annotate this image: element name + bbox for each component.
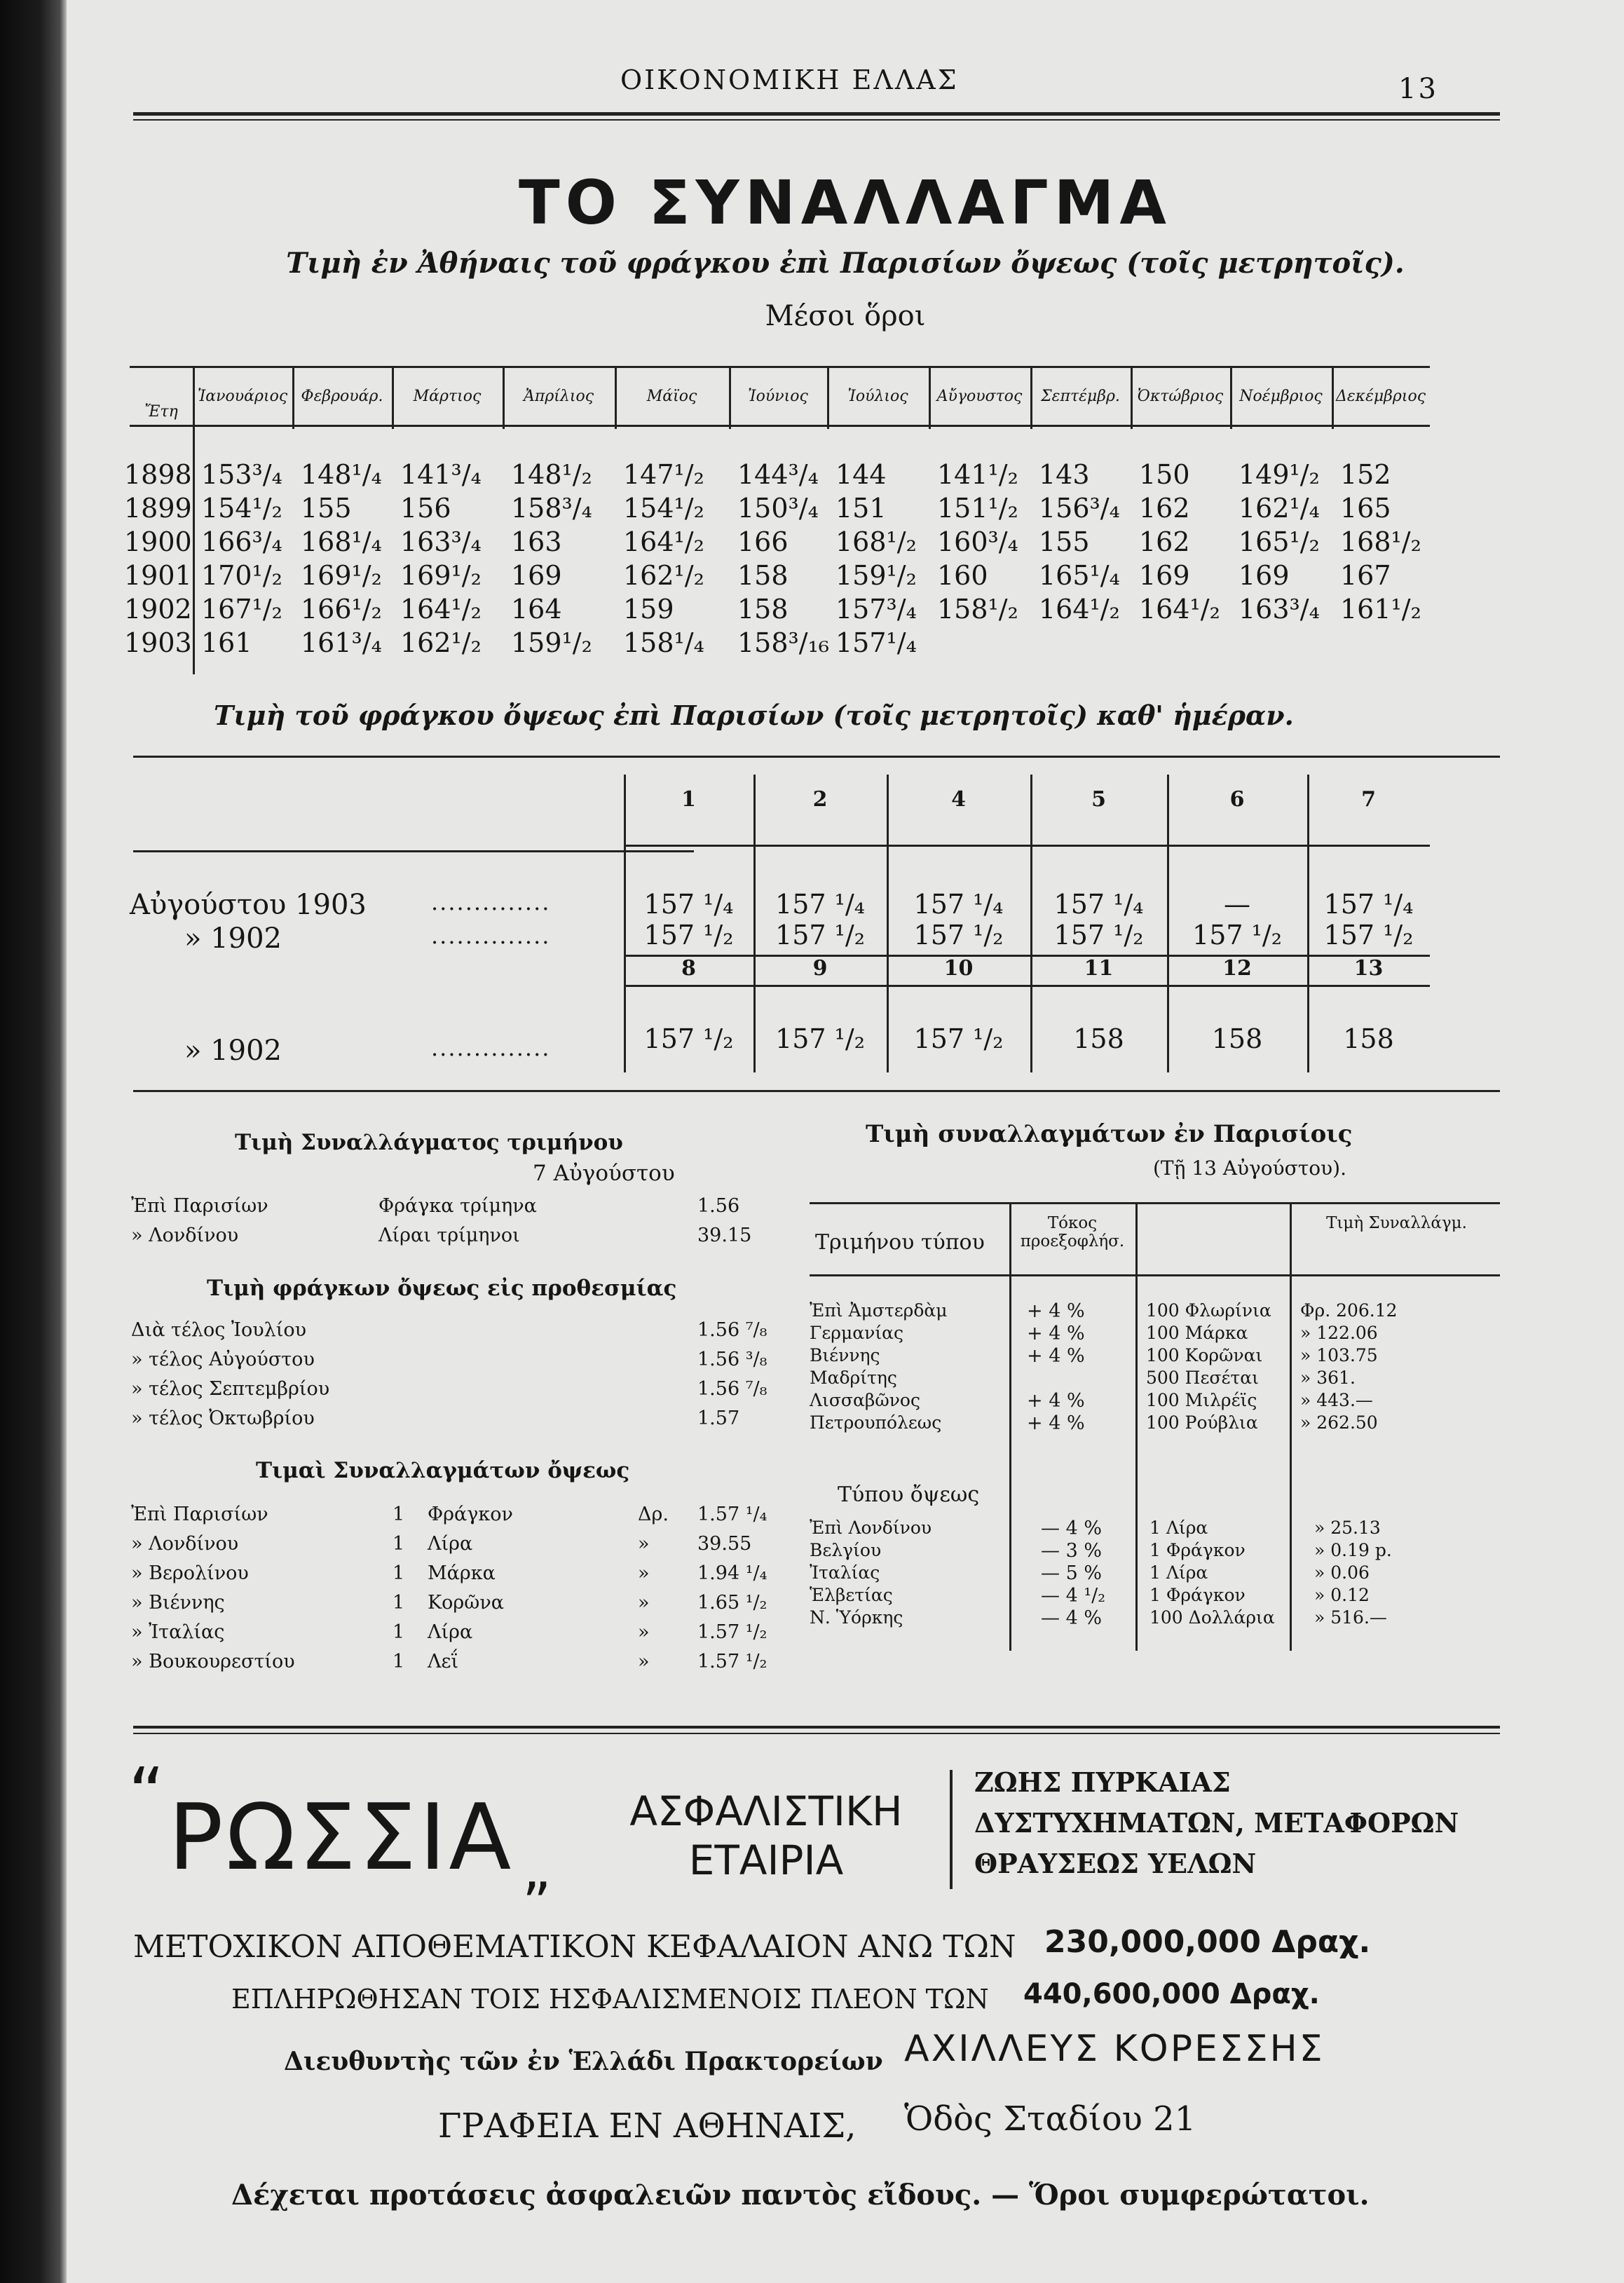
monthly-value: 160³/₄ [937, 526, 1018, 557]
monthly-value: 163³/₄ [400, 526, 482, 557]
paris-rate: + 4 % [1027, 1345, 1085, 1367]
article-title: ΤΟ ΣΥΝΑΛΛΑΓΜΑ [519, 168, 1172, 238]
list-label: » τέλος Ὀκτωβρίου [131, 1408, 315, 1429]
paris-place: Πετρουπόλεως [810, 1412, 942, 1433]
list-unit: Κορῶνα [428, 1592, 504, 1614]
list-value: 1.65 ¹/₂ [697, 1592, 767, 1614]
list-label: » Λονδίνου [131, 1533, 239, 1555]
monthly-value: 154¹/₂ [623, 493, 704, 524]
list-desc: Φράγκα τρίμηνα [378, 1195, 537, 1217]
list-value: 1.56 ³/₈ [697, 1349, 767, 1370]
coverage-line: ΘΡΑΥΣΕΩΣ ΥΕΛΩΝ [974, 1848, 1257, 1879]
monthly-value: 163³/₄ [1239, 594, 1320, 625]
monthly-value: 141³/₄ [400, 459, 482, 490]
paris-unit: 100 Ρούβλια [1146, 1412, 1258, 1433]
monthly-header-cell: Σεπτέμβρ. [1041, 388, 1120, 405]
paid-text: ΕΠΛΗΡΩΘΗΣΑΝ ΤΟΙΣ ΗΣΦΑΛΙΣΜΕΝΟΙΣ ΠΛΕΟΝ ΤΩΝ [231, 1984, 989, 2015]
monthly-header-cell: Ἀπρίλιος [523, 388, 594, 405]
paris-col-divider [1290, 1202, 1292, 1651]
list-unit: Λίρα [428, 1533, 473, 1555]
monthly-value: 141¹/₂ [937, 459, 1018, 490]
monthly-value: 165 [1340, 493, 1391, 524]
coverage-line: ΔΥΣΤΥΧΗΜΑΤΩΝ, ΜΕΤΑΦΟΡΩΝ [974, 1807, 1459, 1839]
year-cell: 1899 [124, 493, 192, 524]
monthly-value: 158 [737, 594, 789, 625]
paris-rate: — 4 % [1041, 1607, 1102, 1629]
list-qty: 1 [393, 1533, 405, 1555]
monthly-value: 169 [1139, 560, 1190, 591]
paris-unit: 1 Φράγκον [1149, 1540, 1246, 1560]
book-spine [0, 0, 67, 2283]
day-header: 9 [812, 956, 828, 981]
daily-value: 158 [1343, 1023, 1394, 1054]
daily-value: 157 ¹/₂ [775, 920, 865, 950]
monthly-value: 158 [737, 560, 789, 591]
daily-value: 157 ¹/₂ [913, 920, 1004, 950]
brand-name: ΡΩΣΣΙΑ [168, 1784, 514, 1890]
paris-unit: 100 Μιλρέϊς [1146, 1390, 1257, 1410]
daily-title: Τιμὴ τοῦ φράγκου ὄψεως ἐπὶ Παρισίων (τοῖς μετρητοῖς) καθ' ἡμέραν. [214, 700, 1294, 731]
list-qty: 1 [393, 1651, 405, 1672]
list-cur: » [638, 1533, 650, 1555]
monthly-value: 158³/₄ [511, 493, 592, 524]
monthly-value: 162 [1139, 526, 1190, 557]
monthly-value: 149¹/₂ [1239, 459, 1320, 490]
monthly-value: 150 [1139, 459, 1190, 490]
daily-mid-rule [133, 850, 694, 852]
page-number: 13 [1398, 73, 1438, 105]
list-value: 39.55 [697, 1533, 752, 1555]
paris-rate: — 5 % [1041, 1562, 1102, 1584]
monthly-col-divider [193, 366, 195, 674]
paris-rate: — 4 ¹/₂ [1041, 1585, 1106, 1607]
monthly-value: 166 [737, 526, 789, 557]
monthly-value: 162 [1139, 493, 1190, 524]
monthly-value: 167¹/₂ [201, 594, 282, 625]
paris-price: » 0.12 [1314, 1585, 1370, 1605]
daily-value: 157 ¹/₂ [643, 920, 734, 950]
monthly-value: 151¹/₂ [937, 493, 1018, 524]
list-desc: Λίραι τρίμηνοι [378, 1225, 520, 1246]
monthly-value: 164 [511, 594, 562, 625]
monthly-value: 159 [623, 594, 674, 625]
list-value: 1.57 ¹/₂ [697, 1621, 767, 1643]
list-unit: Μάρκα [428, 1562, 496, 1584]
year-cell: 1903 [124, 627, 192, 658]
monthly-header-cell: Ἰανουάριος [197, 388, 288, 405]
monthly-value: 168¹/₂ [835, 526, 917, 557]
list-unit: Λεΐ [428, 1651, 459, 1672]
monthly-value: 166³/₄ [201, 526, 282, 557]
open-quote: “ [128, 1752, 165, 1834]
list-label: » Βουκουρεστίου [131, 1651, 295, 1672]
daily-value: 157 ¹/₂ [1323, 920, 1414, 950]
year-cell: 1901 [124, 560, 192, 591]
daily-value: 157 ¹/₂ [1192, 920, 1282, 950]
forward-title: Τιμὴ φράγκων ὄψεως εἰς προθεσμίας [207, 1276, 677, 1301]
ad-rule [133, 1726, 1500, 1729]
paris-place: Μαδρίτης [810, 1368, 897, 1388]
paris-col-type: Τριμήνου τύπου [815, 1230, 985, 1255]
paris-price: » 262.50 [1300, 1412, 1378, 1433]
list-cur: Δρ. [638, 1504, 669, 1525]
paris-place: Βελγίου [810, 1540, 882, 1560]
monthly-value: 169¹/₂ [400, 560, 482, 591]
list-label: Ἐπὶ Παρισίων [131, 1195, 268, 1217]
paris-price: » 0.19 p. [1314, 1540, 1392, 1560]
three-month-date: 7 Αὐγούστου [533, 1161, 675, 1186]
monthly-header-cell: Φεβρουάρ. [301, 388, 383, 405]
monthly-value: 158³/₁₆ [737, 627, 830, 658]
offices-street: Ὁδὸς Σταδίου 21 [904, 2099, 1196, 2139]
daily-value: 157 ¹/₂ [913, 1023, 1004, 1054]
monthly-value: 153³/₄ [201, 459, 282, 490]
company-line1: ΑΣΦΑΛΙΣΤΙΚΗ [629, 1787, 903, 1835]
daily-value: — [1224, 889, 1250, 920]
monthly-value: 161 [201, 627, 252, 658]
paris-unit: 100 Φλωρίνια [1146, 1300, 1271, 1321]
paris-rate: — 4 % [1041, 1518, 1102, 1539]
day-header: 1 [681, 787, 696, 812]
monthly-value: 162¹/₂ [400, 627, 482, 658]
monthly-value: 162¹/₄ [1239, 493, 1320, 524]
paris-place: Ν. Ὑόρκης [810, 1607, 903, 1628]
monthly-top-rule [130, 366, 1430, 368]
monthly-value: 166¹/₂ [301, 594, 382, 625]
daily-row-rule [624, 985, 1430, 987]
paris-unit: 1 Φράγκον [1149, 1585, 1246, 1605]
day-header: 6 [1229, 787, 1245, 812]
daily-value: 157 ¹/₂ [643, 1023, 734, 1054]
day-header: 11 [1084, 956, 1114, 981]
monthly-value: 144 [835, 459, 887, 490]
daily-value: 157 ¹/₄ [1053, 889, 1144, 920]
monthly-value: 147¹/₂ [623, 459, 704, 490]
paris-header-rule [810, 1274, 1500, 1276]
year-cell: 1902 [124, 594, 192, 625]
monthly-value: 169 [511, 560, 562, 591]
monthly-value: 160 [937, 560, 988, 591]
daily-value: 158 [1211, 1023, 1263, 1054]
sight-title: Τιμαὶ Συναλλαγμάτων ὄψεως [256, 1458, 630, 1483]
day-header: 7 [1361, 787, 1376, 812]
paris-col-price: Τιμὴ Συναλλάγμ. [1326, 1214, 1467, 1232]
monthly-header-cell: Μάρτιος [413, 388, 482, 405]
monthly-header-cell: Νοέμβριος [1239, 388, 1323, 405]
capital-amount: 230,000,000 Δραχ. [1044, 1924, 1371, 1960]
close-quote: „ [522, 1836, 552, 1902]
monthly-header-cell: Ἔτη [144, 403, 178, 421]
list-unit: Λίρα [428, 1621, 473, 1643]
monthly-value: 161³/₄ [301, 627, 382, 658]
monthly-value: 163 [511, 526, 562, 557]
list-value: 1.56 ⁷/₈ [697, 1319, 767, 1341]
monthly-value: 165¹/₄ [1039, 560, 1120, 591]
day-header: 8 [681, 956, 696, 981]
monthly-value: 168¹/₄ [301, 526, 382, 557]
list-value: 1.56 ⁷/₈ [697, 1378, 767, 1400]
list-label: Διὰ τέλος Ἰουλίου [131, 1319, 307, 1341]
monthly-value: 170¹/₂ [201, 560, 282, 591]
monthly-value: 148¹/₄ [301, 459, 382, 490]
list-cur: » [638, 1651, 650, 1672]
list-label: » τέλος Αὐγούστου [131, 1349, 315, 1370]
capital-text: ΜΕΤΟΧΙΚΟΝ ΑΠΟΘΕΜΑΤΙΚΟΝ ΚΕΦΑΛΑΙΟΝ ΑΝΩ ΤΩΝ [133, 1929, 1016, 1965]
monthly-value: 159¹/₂ [511, 627, 592, 658]
monthly-value: 144³/₄ [737, 459, 819, 490]
paris-unit: 500 Πεσέται [1146, 1368, 1259, 1388]
paris-rate: + 4 % [1027, 1412, 1085, 1434]
day-header: 2 [812, 787, 828, 812]
paris-date: (Τῇ 13 Αὐγούστου). [1153, 1157, 1346, 1180]
monthly-value: 150³/₄ [737, 493, 819, 524]
footer-line: Δέχεται προτάσεις ἀσφαλειῶν παντὸς εἴδους. — Ὅροι συμφερώτατοι. [231, 2179, 1370, 2212]
daily-top-rule [133, 756, 1500, 758]
day-header: 13 [1353, 956, 1384, 981]
list-label: » Λονδίνου [131, 1225, 239, 1246]
director-text: Διευθυντὴς τῶν ἐν Ἑλλάδι Πρακτορείων [284, 2047, 883, 2076]
paris-col-rate: Τόκος προεξοφλήσ. [1020, 1214, 1125, 1250]
daily-value: 157 ¹/₂ [775, 1023, 865, 1054]
daily-value: 157 ¹/₄ [1323, 889, 1414, 920]
coverage-line: ΖΩΗΣ ΠΥΡΚΑΙΑΣ [974, 1766, 1231, 1798]
page [67, 0, 1624, 2283]
monthly-value: 165¹/₂ [1239, 526, 1320, 557]
monthly-value: 161¹/₂ [1340, 594, 1421, 625]
day-header: 10 [943, 956, 974, 981]
daily-bottom-rule [133, 1090, 1500, 1092]
list-cur: » [638, 1592, 650, 1614]
list-cur: » [638, 1562, 650, 1584]
daily-value: 157 ¹/₂ [1053, 920, 1144, 950]
daily-value: 158 [1073, 1023, 1124, 1054]
paris-place: Λισσαβῶνος [810, 1390, 920, 1410]
monthly-value: 169 [1239, 560, 1290, 591]
paris-place: Γερμανίας [810, 1323, 904, 1343]
year-cell: 1900 [124, 526, 192, 557]
monthly-value: 164¹/₂ [400, 594, 482, 625]
paris-rate: + 4 % [1027, 1390, 1085, 1412]
list-unit: Φράγκον [428, 1504, 513, 1525]
monthly-value: 152 [1340, 459, 1391, 490]
daily-value: 157 ¹/₄ [775, 889, 865, 920]
paris-col-divider [1009, 1202, 1011, 1651]
monthly-value: 151 [835, 493, 887, 524]
monthly-header-cell: Ἰούνιος [748, 388, 808, 405]
monthly-value: 157³/₄ [835, 594, 917, 625]
paris-unit: 100 Δολλάρια [1149, 1607, 1275, 1628]
monthly-value: 158¹/₂ [937, 594, 1018, 625]
paris-unit: 1 Λίρα [1149, 1518, 1208, 1538]
row-label: » 1902 [184, 922, 282, 955]
running-title: ΟΙΚΟΝΟΜΙΚΗ ΕΛΛΑΣ [620, 64, 959, 95]
row-label: Αὐγούστου 1903 [130, 889, 367, 921]
three-month-title: Τιμὴ Συναλλάγματος τριμήνου [235, 1130, 623, 1155]
list-label: » Ἰταλίας [131, 1621, 225, 1643]
monthly-value: 143 [1039, 459, 1090, 490]
offices-text: ΓΡΑΦΕΙΑ ΕΝ ΑΘΗΝΑΙΣ, [438, 2106, 857, 2146]
dot-leader: .............. [431, 1035, 551, 1061]
list-value: 1.57 [697, 1408, 740, 1429]
header-rule [133, 112, 1500, 116]
monthly-value: 148¹/₂ [511, 459, 592, 490]
list-qty: 1 [393, 1504, 405, 1525]
monthly-header-cell: Ὀκτώβριος [1137, 388, 1224, 405]
director-name: ΑΧΙΛΛΕΥΣ ΚΟΡΕΣΣΗΣ [904, 2028, 1325, 2070]
monthly-value: 167 [1340, 560, 1391, 591]
list-label: Ἐπὶ Παρισίων [131, 1504, 268, 1525]
day-header: 4 [951, 787, 966, 812]
list-label: » Βιέννης [131, 1592, 225, 1614]
monthly-value: 157¹/₄ [835, 627, 917, 658]
year-cell: 1898 [124, 459, 192, 490]
paid-amount: 440,600,000 Δραχ. [1023, 1978, 1320, 2010]
ad-rule-thin [133, 1733, 1500, 1734]
monthly-header-cell: Αὔγουστος [936, 388, 1023, 405]
list-value: 39.15 [697, 1225, 752, 1246]
paris-unit: 1 Λίρα [1149, 1562, 1208, 1583]
paris-col-divider [1135, 1202, 1138, 1651]
paris-place: Ἰταλίας [810, 1562, 880, 1583]
paris-place: Βιέννης [810, 1345, 880, 1365]
monthly-value: 169¹/₂ [301, 560, 382, 591]
daily-value: 157 ¹/₄ [913, 889, 1004, 920]
monthly-header-rule [130, 425, 1430, 427]
daily-row-rule [624, 845, 1430, 847]
paris-rate: + 4 % [1027, 1323, 1085, 1344]
monthly-value: 162¹/₂ [623, 560, 704, 591]
paris-price: » 443.— [1300, 1390, 1373, 1410]
monthly-header-cell: Ἰούλιος [847, 388, 908, 405]
paris-price: » 122.06 [1300, 1323, 1378, 1343]
monthly-value: 156³/₄ [1039, 493, 1120, 524]
day-header: 5 [1091, 787, 1106, 812]
average-note: Μέσοι ὅροι [765, 300, 926, 332]
monthly-header-cell: Μάϊος [646, 388, 697, 405]
list-value: 1.94 ¹/₄ [697, 1562, 767, 1584]
paris-rate: + 4 % [1027, 1300, 1085, 1322]
company-line2: ΕΤΑΙΡΙΑ [688, 1836, 844, 1884]
paris-price: » 516.— [1314, 1607, 1387, 1628]
paris-price: » 0.06 [1314, 1562, 1370, 1583]
monthly-value: 164¹/₂ [623, 526, 704, 557]
monthly-value: 155 [301, 493, 352, 524]
ad-divider [950, 1770, 953, 1889]
paris-top-rule [810, 1202, 1500, 1204]
list-qty: 1 [393, 1562, 405, 1584]
article-subtitle: Τιμὴ ἐν Ἀθήναις τοῦ φράγκου ἐπὶ Παρισίων ὄψεως (τοῖς μετρητοῖς). [286, 247, 1405, 280]
dot-leader: .............. [431, 922, 551, 949]
list-label: » Βερολίνου [131, 1562, 249, 1584]
paris-place: Ἐπὶ Ἀμστερδὰμ [810, 1300, 948, 1321]
monthly-value: 158¹/₄ [623, 627, 704, 658]
paris-unit: 100 Μάρκα [1146, 1323, 1248, 1343]
row-label: » 1902 [184, 1035, 282, 1067]
paris-rate: — 3 % [1041, 1540, 1102, 1562]
paris-unit: 100 Κορῶναι [1146, 1345, 1263, 1365]
header-rule-thin [133, 119, 1500, 121]
paris-place: Ἐπὶ Λονδίνου [810, 1518, 932, 1538]
monthly-value: 164¹/₂ [1039, 594, 1120, 625]
monthly-value: 156 [400, 493, 451, 524]
list-value: 1.56 [697, 1195, 740, 1217]
paris-price: » 103.75 [1300, 1345, 1378, 1365]
list-qty: 1 [393, 1592, 405, 1614]
paris-place: Ἑλβετίας [810, 1585, 893, 1605]
list-qty: 1 [393, 1621, 405, 1643]
day-header: 12 [1222, 956, 1252, 981]
paris-price: » 361. [1300, 1368, 1356, 1388]
monthly-value: 155 [1039, 526, 1090, 557]
list-value: 1.57 ¹/₂ [697, 1651, 767, 1672]
paris-price: Φρ. 206.12 [1300, 1300, 1398, 1321]
paris-sight-label: Τύπου ὄψεως [838, 1483, 980, 1507]
daily-value: 157 ¹/₄ [643, 889, 734, 920]
monthly-value: 154¹/₂ [201, 493, 282, 524]
list-label: » τέλος Σεπτεμβρίου [131, 1378, 330, 1400]
paris-price: » 25.13 [1314, 1518, 1381, 1538]
monthly-value: 164¹/₂ [1139, 594, 1220, 625]
paris-title: Τιμὴ συναλλαγμάτων ἐν Παρισίοις [866, 1120, 1353, 1148]
monthly-header-cell: Δεκέμβριος [1335, 388, 1426, 405]
monthly-value: 168¹/₂ [1340, 526, 1421, 557]
list-cur: » [638, 1621, 650, 1643]
dot-leader: .............. [431, 889, 551, 915]
monthly-value: 159¹/₂ [835, 560, 917, 591]
list-value: 1.57 ¹/₄ [697, 1504, 767, 1525]
